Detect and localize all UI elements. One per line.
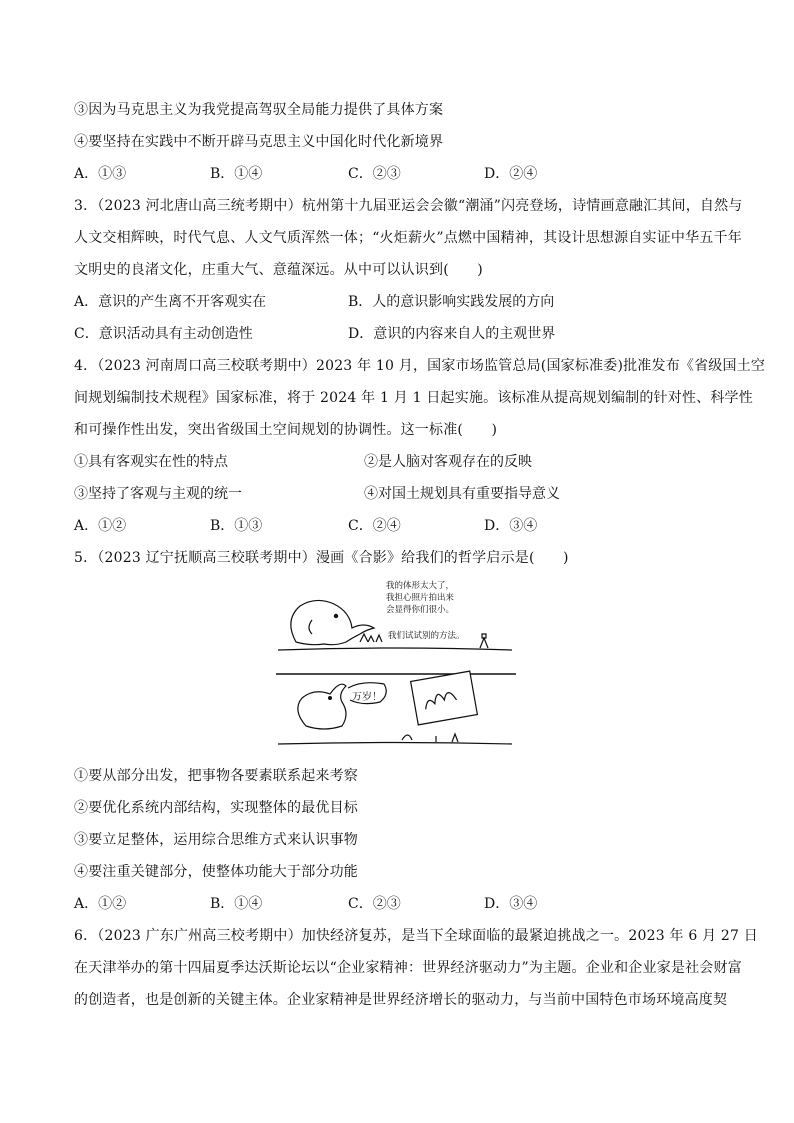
q3-option-b[interactable]: B．人的意识影响实践发展的方向 [348,294,555,310]
q2-option-c[interactable]: C．②③ [348,166,401,182]
q3-option-d[interactable]: D．意识的内容来自人的主观世界 [348,326,556,342]
q5-item-4: ④要注重关键部分，使整体功能大于部分功能 [74,864,358,880]
elephant-bottom-icon [298,684,346,729]
q2-item-3: ③因为马克思主义为我党提高驾驭全局能力提供了具体方案 [74,102,444,118]
q2-option-a[interactable]: A．①③ [74,166,127,182]
q5-item-3: ③要立足整体，运用综合思维方式来认识事物 [74,832,358,848]
q5-stem: 5．（2023 辽宁抚顺高三校联考期中）漫画《合影》给我们的哲学启示是( ) [74,550,569,566]
q5-item-2: ②要优化系统内部结构，实现整体的最优目标 [74,800,358,816]
q5-option-c[interactable]: C．②③ [348,896,401,912]
q4-option-a[interactable]: A．①② [74,518,127,534]
q3-option-c[interactable]: C．意识活动具有主动创造性 [74,326,253,342]
q2-option-d[interactable]: D．②④ [484,166,538,182]
bubble1-line-1: 我的体形太大了， [386,581,455,591]
q4-item-3: ③坚持了客观与主观的统一 [74,486,242,502]
q4-option-b[interactable]: B．①③ [210,518,263,534]
q6-stem-line-1: 6．（2023 广东广州高三校考期中）加快经济复苏，是当下全球面临的最紧迫挑战之一。2023 年 6 月 27 日 [74,928,758,944]
q6-stem-line-2: 在天津举办的第十四届夏季达沃斯论坛以“企业家精神：世界经济驱动力”为主题。企业和企业家是社会财富 [74,960,742,976]
q5-option-b[interactable]: B．①④ [210,896,263,912]
elephant-bottom-eye [329,697,332,700]
bubble1-line-3: 会显得你们很小。 [386,605,455,615]
bubble2-text: 我们试试别的方法。 [388,631,465,641]
q3-stem-line-2: 人文交相辉映，时代气息、人文气质浑然一体；“火炬薪火”点燃中国精神，其设计思想源自实证中华五千年 [74,230,742,246]
q4-stem-line-2: 间规划编制技术规程》国家标准，将于 2024 年 1 月 1 日起实施。该标准从提高规划编制的针对性、科学性 [74,390,753,406]
small-animals-top-icon [360,634,382,642]
q3-stem-line-1: 3．（2023 河北唐山高三统考期中）杭州第十九届亚运会会徽“潮涌”闪亮登场，诗情画意融汇其间，自然与 [74,198,743,214]
q5-option-a[interactable]: A．①② [74,896,127,912]
q4-stem-line-3: 和可操作性出发，突出省级国土空间规划的协调性。这一标准( ) [74,422,498,438]
q4-option-d[interactable]: D．③④ [484,518,538,534]
q4-option-c[interactable]: C．②④ [348,518,401,534]
small-animals-bottom-icon [402,734,458,742]
camera-top-icon [480,634,488,648]
top-panel-ground [278,648,512,650]
q5-item-1: ①要从部分出发，把事物各要素联系起来考察 [74,768,358,784]
q3-stem-line-3: 文明史的良渚文化，庄重大气、意蕴深远。从中可以认识到( ) [74,262,483,278]
q4-item-1: ①具有客观实在性的特点 [74,454,228,470]
elephant-top-eye [334,614,337,617]
q5-option-d[interactable]: D．③④ [484,896,538,912]
q6-stem-line-3: 的创造者，也是创新的关键主体。企业家精神是世界经济增长的驱动力，与当前中国特色市场环境高度契 [74,992,728,1008]
bubble1-line-2: 我担心照片拍出来 [386,593,455,603]
q4-item-2: ②是人脑对客观存在的反映 [364,454,532,470]
q4-item-4: ④对国土规划具有重要指导意义 [364,486,560,502]
q4-stem-line-1: 4．（2023 河南周口高三校联考期中）2023 年 10 月，国家市场监管总局(国家标准委)批准发布《省级国土空 [74,358,766,374]
bottom-panel-ground [278,743,512,745]
cartoon-group-photo [276,576,516,752]
q2-item-4: ④要坚持在实践中不断开辟马克思主义中国化时代化新境界 [74,134,444,150]
q2-option-b[interactable]: B．①④ [210,166,263,182]
photo-frame-icon [411,671,478,725]
bubble3-text: 万岁！ [352,692,382,703]
q3-option-a[interactable]: A．意识的产生离不开客观实在 [74,294,267,310]
